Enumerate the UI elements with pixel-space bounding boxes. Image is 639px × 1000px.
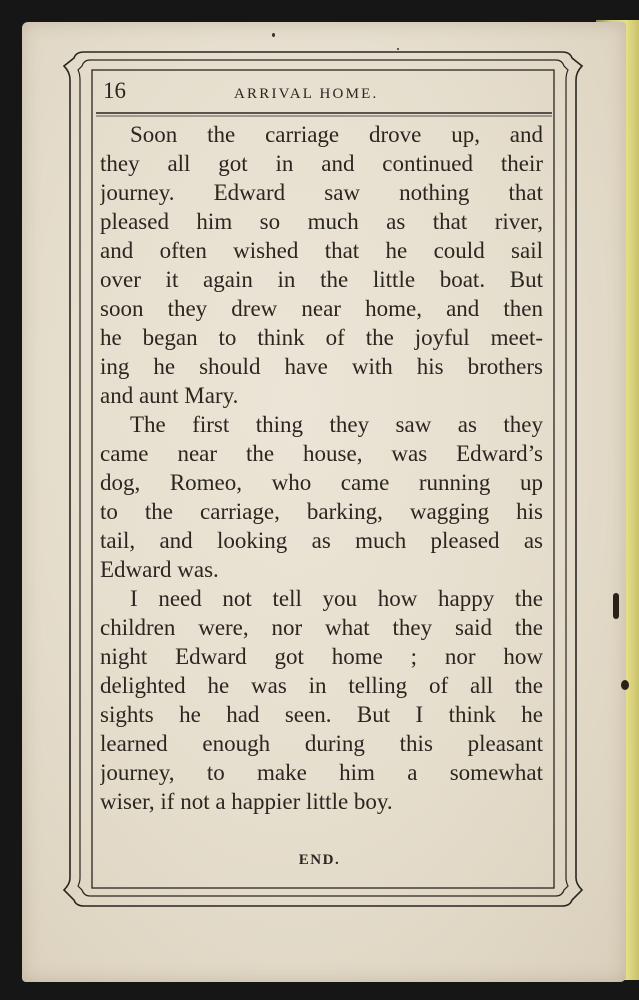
- text-line: sights he had seen. But I think he: [100, 702, 543, 727]
- text-line: journey, to make him a somewhat: [100, 760, 543, 785]
- text-line: ing he should have with his brothers: [100, 354, 543, 379]
- paper-speck: [397, 48, 399, 50]
- text-line: and aunt Mary.: [100, 383, 239, 408]
- text-line: children were, nor what they said the: [100, 615, 543, 640]
- text-line: night Edward got home ; nor how: [100, 644, 543, 669]
- text-line: they all got in and continued their: [100, 151, 543, 176]
- text-line: I need not tell you how happy the: [130, 586, 543, 611]
- text-line: he began to think of the joyful meet-: [100, 325, 543, 350]
- text-line: tail, and looking as much pleased as: [100, 528, 543, 553]
- text-line: dog, Romeo, who came running up: [100, 470, 543, 495]
- body-text: [100, 120, 543, 816]
- paper-speck: [613, 593, 619, 619]
- text-line: to the carriage, barking, wagging his: [100, 499, 543, 524]
- text-line: The first thing they saw as they: [130, 412, 543, 437]
- paper-speck: [621, 680, 629, 690]
- text-line: learned enough during this pleasant: [100, 731, 543, 756]
- text-line: delighted he was in telling of all the: [100, 673, 543, 698]
- paper-speck: [272, 33, 275, 37]
- text-line: and often wished that he could sail: [100, 238, 543, 263]
- text-line: pleased him so much as that river,: [100, 209, 543, 234]
- text-line: wiser, if not a happier little boy.: [100, 789, 393, 814]
- running-head: ARRIVAL HOME.: [234, 86, 379, 102]
- end-mark: END.: [298, 852, 341, 868]
- page-number: 16: [103, 78, 126, 103]
- text-line: Edward was.: [100, 557, 219, 582]
- text-line: over it again in the little boat. But: [100, 267, 543, 292]
- text-line: journey. Edward saw nothing that: [100, 180, 543, 205]
- text-line: came near the house, was Edward’s: [100, 441, 543, 466]
- text-line: Soon the carriage drove up, and: [130, 122, 543, 147]
- text-line: soon they drew near home, and then: [100, 296, 543, 321]
